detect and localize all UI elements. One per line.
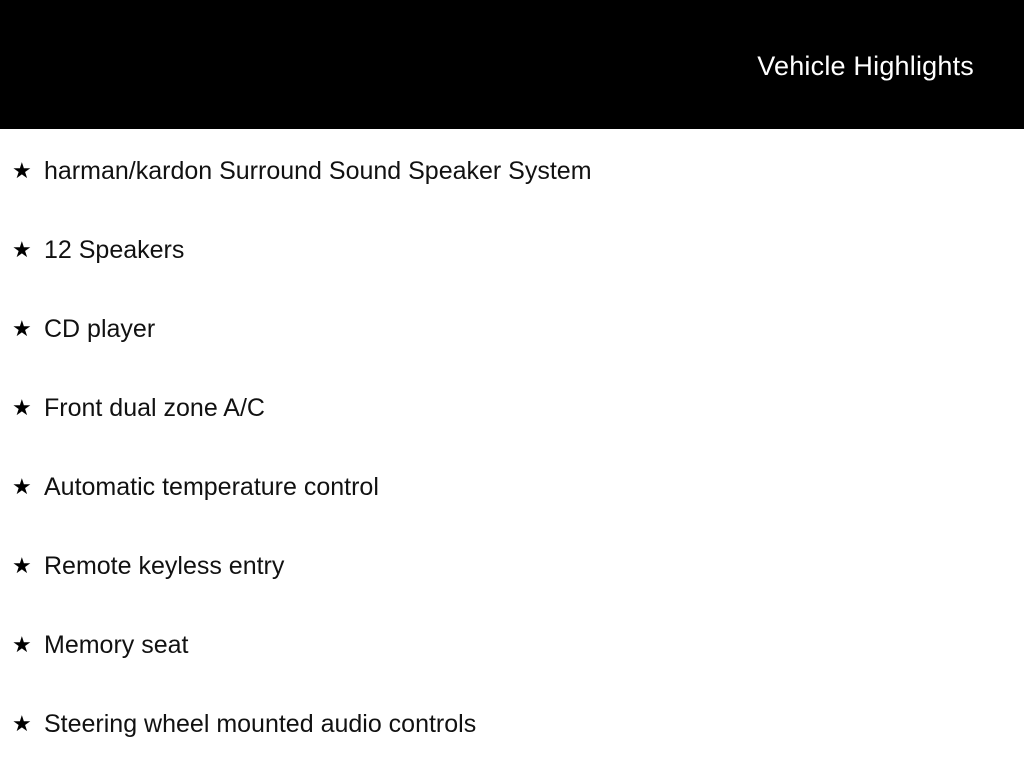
list-item (0, 524, 1024, 603)
list-item (0, 366, 1024, 445)
list-item (0, 445, 1024, 524)
list-item-label: harman/kardon Surround Sound Speaker System (44, 157, 592, 185)
star-icon: ★ (12, 711, 32, 736)
list-item-label: Front dual zone A/C (44, 394, 265, 422)
list-item (0, 129, 1024, 208)
list-item (0, 682, 1024, 761)
vehicle-highlights-list (0, 129, 1024, 761)
star-icon: ★ (12, 395, 32, 420)
list-item (0, 287, 1024, 366)
list-item (0, 603, 1024, 682)
list-item-label: CD player (44, 315, 156, 343)
star-icon: ★ (12, 474, 32, 499)
star-icon: ★ (12, 553, 32, 578)
page-title: Vehicle Highlights (757, 51, 974, 81)
list-item (0, 208, 1024, 287)
list-item-label: 12 Speakers (44, 236, 185, 264)
list-item-label: Automatic temperature control (44, 473, 379, 501)
star-icon: ★ (12, 158, 32, 183)
star-icon: ★ (12, 632, 32, 657)
star-icon: ★ (12, 237, 32, 262)
list-item-label: Memory seat (44, 631, 189, 659)
list-item-label: Remote keyless entry (44, 552, 285, 580)
header-bar (0, 0, 1024, 129)
star-icon: ★ (12, 316, 32, 341)
list-item-label: Steering wheel mounted audio controls (44, 710, 477, 738)
